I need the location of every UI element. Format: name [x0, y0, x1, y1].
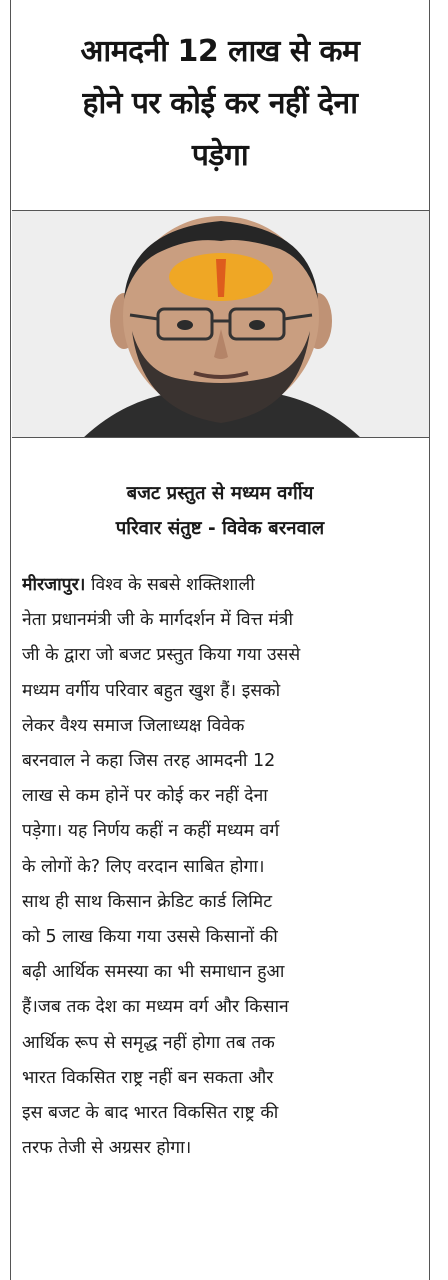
body-line-1-text: विश्व के सबसे शक्तिशाली	[85, 575, 255, 595]
body-line-6: बरनवाल ने कहा जिस तरह आमदनी 12	[22, 751, 276, 772]
body-line-17: तरफ तेजी से अग्रसर होगा।	[22, 1138, 192, 1159]
headline	[18, 26, 422, 182]
subheadline	[18, 476, 422, 546]
body-line-11: को 5 लाख किया गया उससे किसानों की	[22, 927, 278, 948]
headline-line-2: होने पर कोई कर नहीं देना	[82, 86, 358, 121]
body-line-5: लेकर वैश्य समाज जिलाध्यक्ष विवेक	[22, 715, 245, 736]
body-line-9: के लोगों के? लिए वरदान साबित होगा।	[22, 856, 265, 877]
body-line-12: बढ़ी आर्थिक समस्या का भी समाधान हुआ	[22, 962, 285, 983]
body-line-8: पड़ेगा। यह निर्णय कहीं न कहीं मध्यम वर्ग	[22, 821, 280, 842]
body-line-15: भारत विकसित राष्ट्र नहीं बन सकता और	[22, 1067, 274, 1088]
body-line-4: मध्यम वर्गीय परिवार बहुत खुश हैं। इसको	[22, 680, 281, 701]
body-line-13: हैं।जब तक देश का मध्यम वर्ग और किसान	[22, 997, 289, 1018]
body-line-16: इस बजट के बाद भारत विकसित राष्ट्र की	[22, 1103, 279, 1124]
subheadline-line-2: परिवार संतुष्ट - विवेक बरनवाल	[115, 518, 325, 539]
portrait-photo	[12, 210, 429, 438]
body-line-2: नेता प्रधानमंत्री जी के मार्गदर्शन में वित्त मंत्री	[22, 610, 293, 631]
headline-line-1: आमदनी 12 लाख से कम	[80, 34, 360, 69]
portrait-illustration	[12, 211, 429, 438]
dateline: मीरजापुर।	[22, 575, 86, 595]
article-body	[22, 568, 420, 1166]
body-line-1	[22, 568, 420, 603]
body-line-7: लाख से कम होनें पर कोई कर नहीं देना	[22, 786, 268, 807]
body-line-3: जी के द्वारा जो बजट प्रस्तुत किया गया उससे	[22, 645, 301, 666]
body-line-10: साथ ही साथ किसान क्रेडिट कार्ड लिमिट	[22, 891, 273, 912]
body-line-14: आर्थिक रूप से समृद्ध नहीं होगा तब तक	[22, 1032, 275, 1053]
subheadline-line-1: बजट प्रस्तुत से मध्यम वर्गीय	[126, 483, 314, 504]
headline-line-3: पड़ेगा	[191, 138, 249, 173]
